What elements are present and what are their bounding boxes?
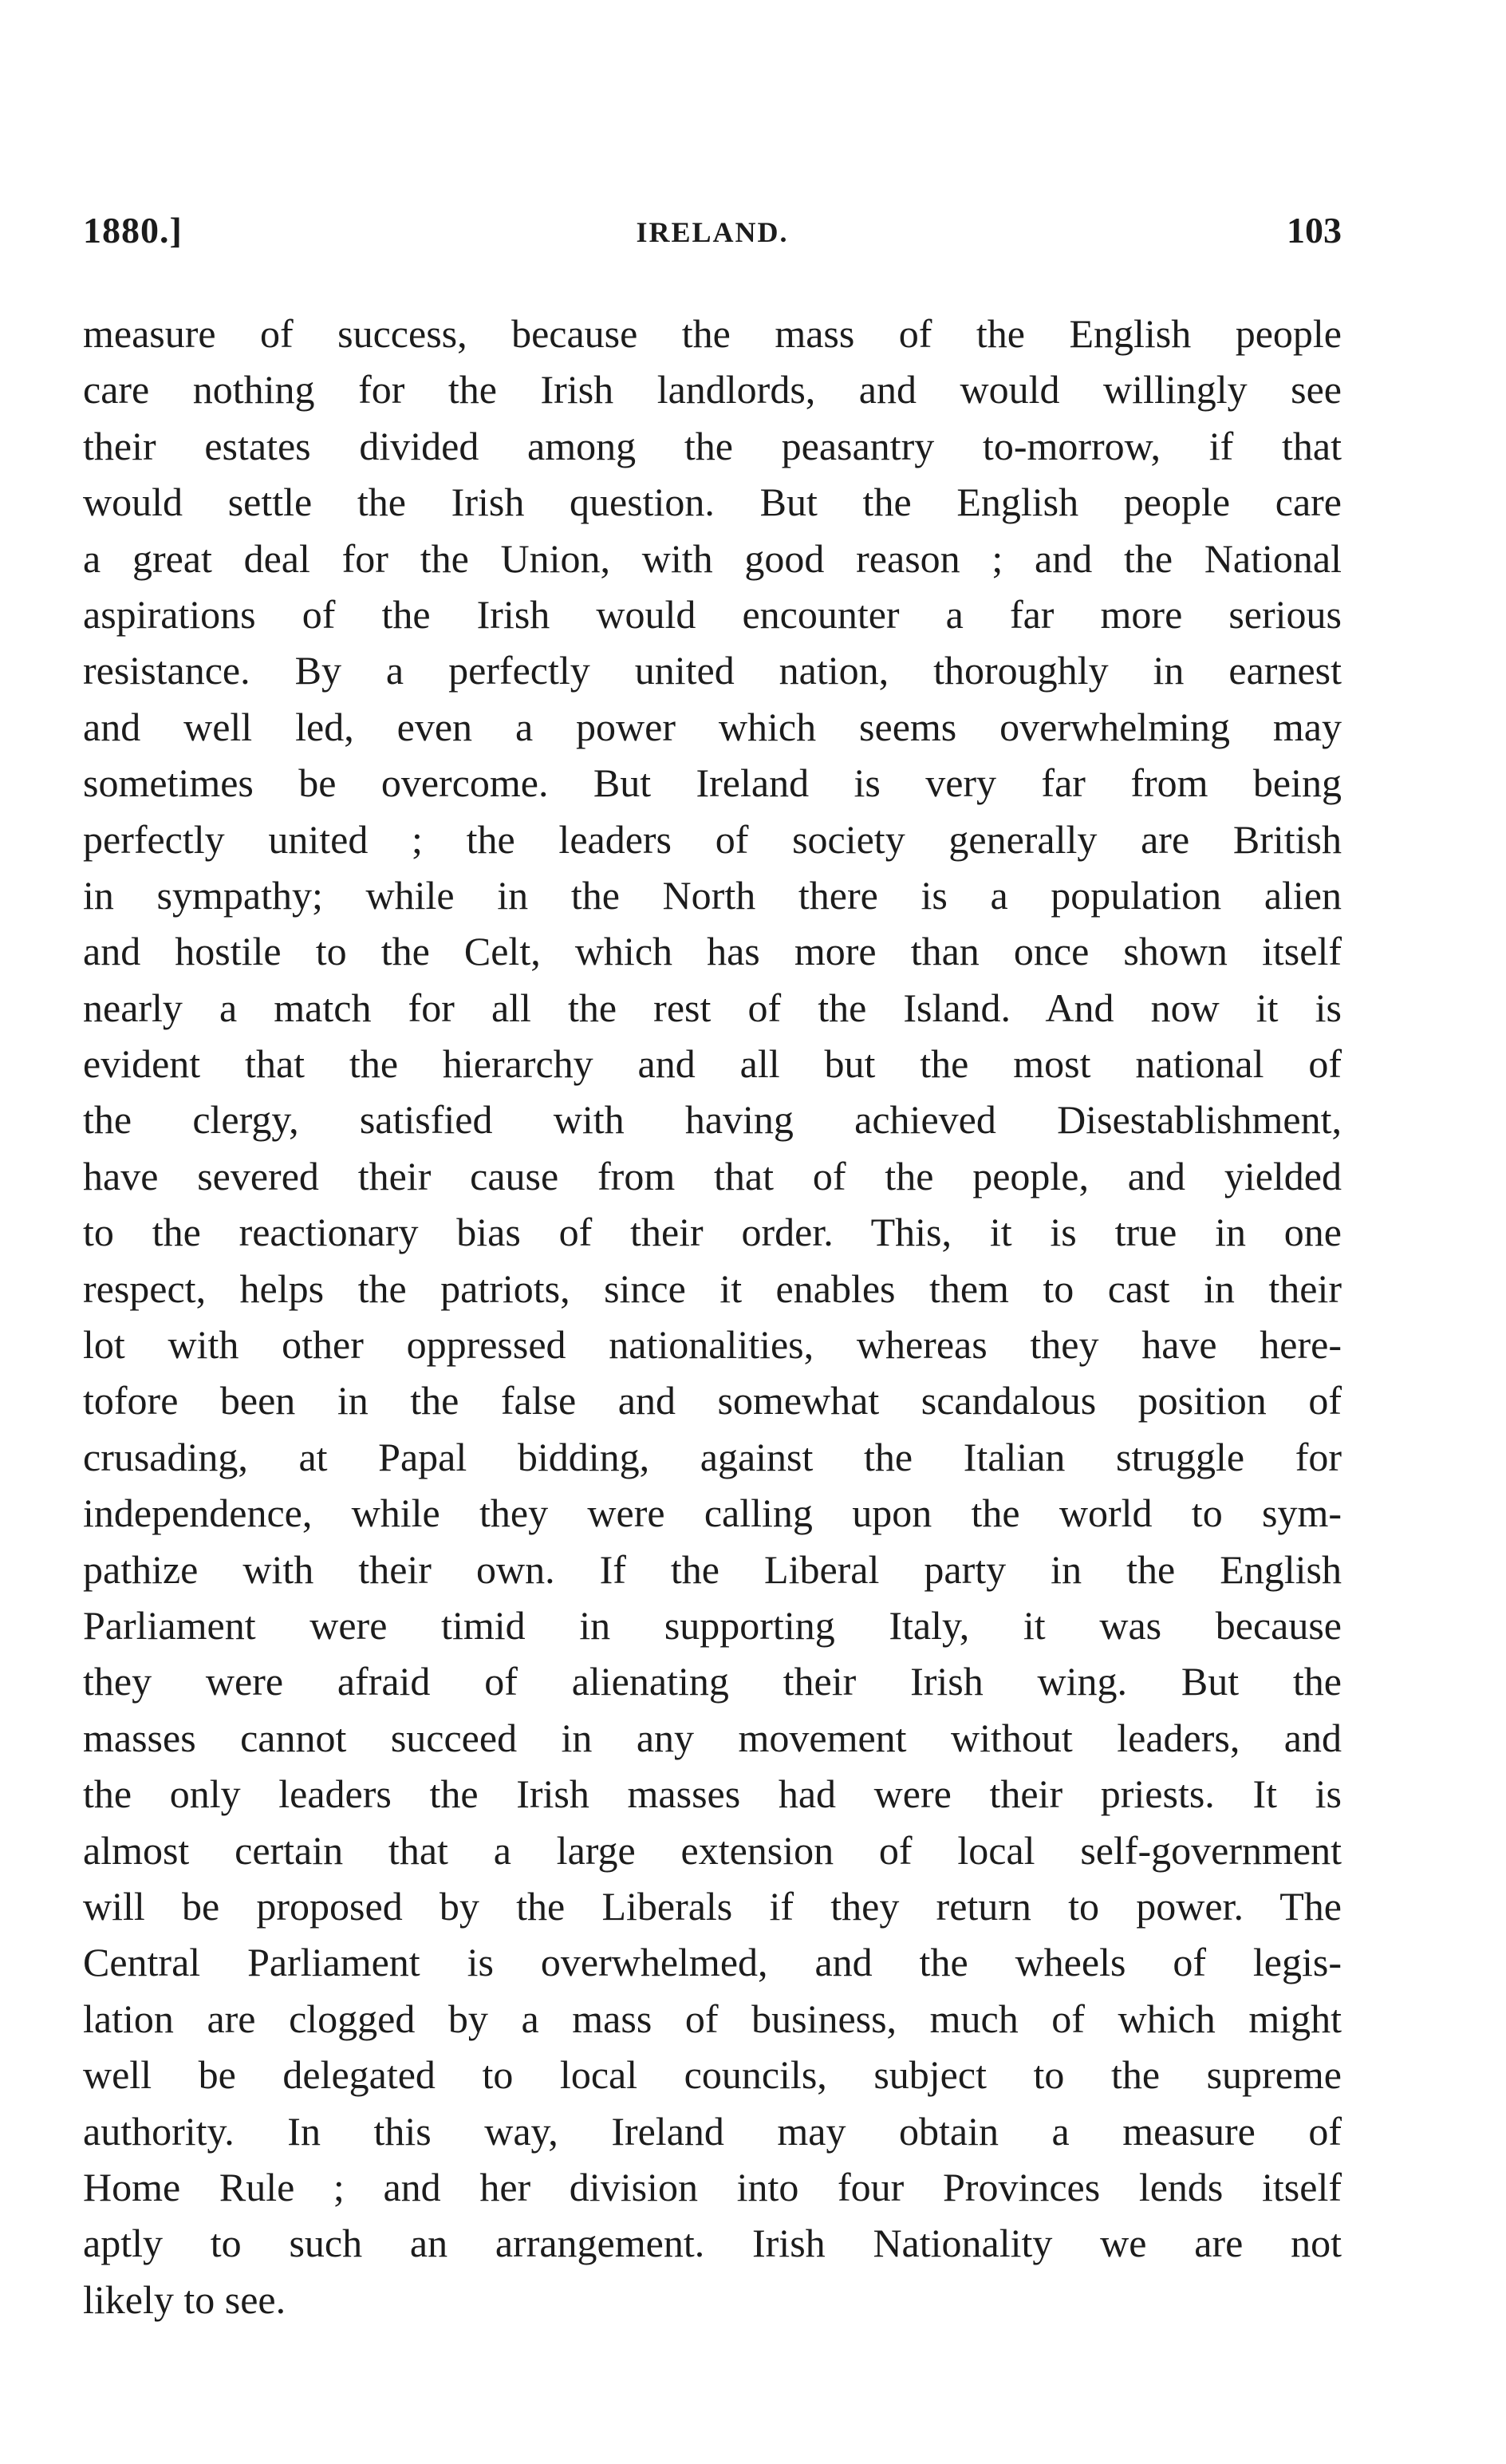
page-number: 103 [1287,210,1342,251]
text-line: the clergy, satisfied with having achieved Disestablishment, [83,1097,1342,1143]
text-line: and hostile to the Celt, which has more than once shown itself [83,929,1342,974]
text-line: likely to see. [83,2276,286,2322]
text-line: tofore been in the false and somewhat scandalous position of [83,1378,1342,1424]
text-line: Central Parliament is overwhelmed, and the wheels of legis- [83,1940,1342,1985]
text-line: they were afraid of alienating their Irish wing. But the [83,1659,1342,1704]
text-line: pathize with their own. If the Liberal party in the English [83,1546,1342,1592]
text-line: crusading, at Papal bidding, against the Italian struggle for [83,1434,1342,1479]
text-line: have severed their cause from that of the people, and yielded [83,1153,1342,1198]
text-line: lot with other oppressed nationalities, whereas they have here- [83,1322,1342,1368]
text-line: nearly a match for all the rest of the Island. And now it is [83,985,1342,1030]
text-line: will be proposed by the Liberals if they return to power. The [83,1883,1342,1929]
text-line: authority. In this way, Ireland may obtain a measure of [83,2108,1342,2154]
text-line: respect, helps the patriots, since it enables them to cast in their [83,1266,1342,1311]
text-line: to the reactionary bias of their order. This, it is true in one [83,1210,1342,1255]
text-line: in sympathy; while in the North there is a population alien [83,872,1342,918]
body-paragraph [83,306,1342,2328]
running-head-title: IRELAND. [636,216,789,248]
text-line: well be delegated to local councils, subject to the supreme [83,2052,1342,2098]
text-line: a great deal for the Union, with good reason ; and the National [83,535,1342,581]
text-line: the only leaders the Irish masses had were their priests. It is [83,1771,1342,1817]
text-line: almost certain that a large extension of local self-government [83,1827,1342,1873]
text-line: aptly to such an arrangement. Irish Nationality we are not [83,2221,1342,2266]
text-line: care nothing for the Irish landlords, and would willingly see [83,367,1342,413]
text-line: and well led, even a power which seems overwhelming may [83,704,1342,749]
text-line: evident that the hierarchy and all but the most national of [83,1041,1342,1087]
running-head-year: 1880.] [83,210,183,251]
text-line: sometimes be overcome. But Ireland is very far from being [83,760,1342,806]
text-line: would settle the Irish question. But the English people care [83,480,1342,525]
text-line: masses cannot succeed in any movement without leaders, and [83,1715,1342,1760]
text-line: aspirations of the Irish would encounter a far more serious [83,591,1342,637]
text-line: resistance. By a perfectly united nation, thoroughly in earnest [83,648,1342,693]
text-line: measure of success, because the mass of the English people [83,311,1342,356]
text-line: lation are clogged by a mass of business, much of which might [83,1996,1342,2041]
text-line: perfectly united ; the leaders of society generally are British [83,816,1342,862]
text-line: their estates divided among the peasantry to-morrow, if that [83,423,1342,468]
running-head [83,209,1342,257]
text-line: Home Rule ; and her division into four Provinces lends itself [83,2164,1342,2209]
text-line: Parliament were timid in supporting Italy, it was because [83,1602,1342,1648]
text-line: independence, while they were calling upon the world to sym- [83,1491,1342,1536]
